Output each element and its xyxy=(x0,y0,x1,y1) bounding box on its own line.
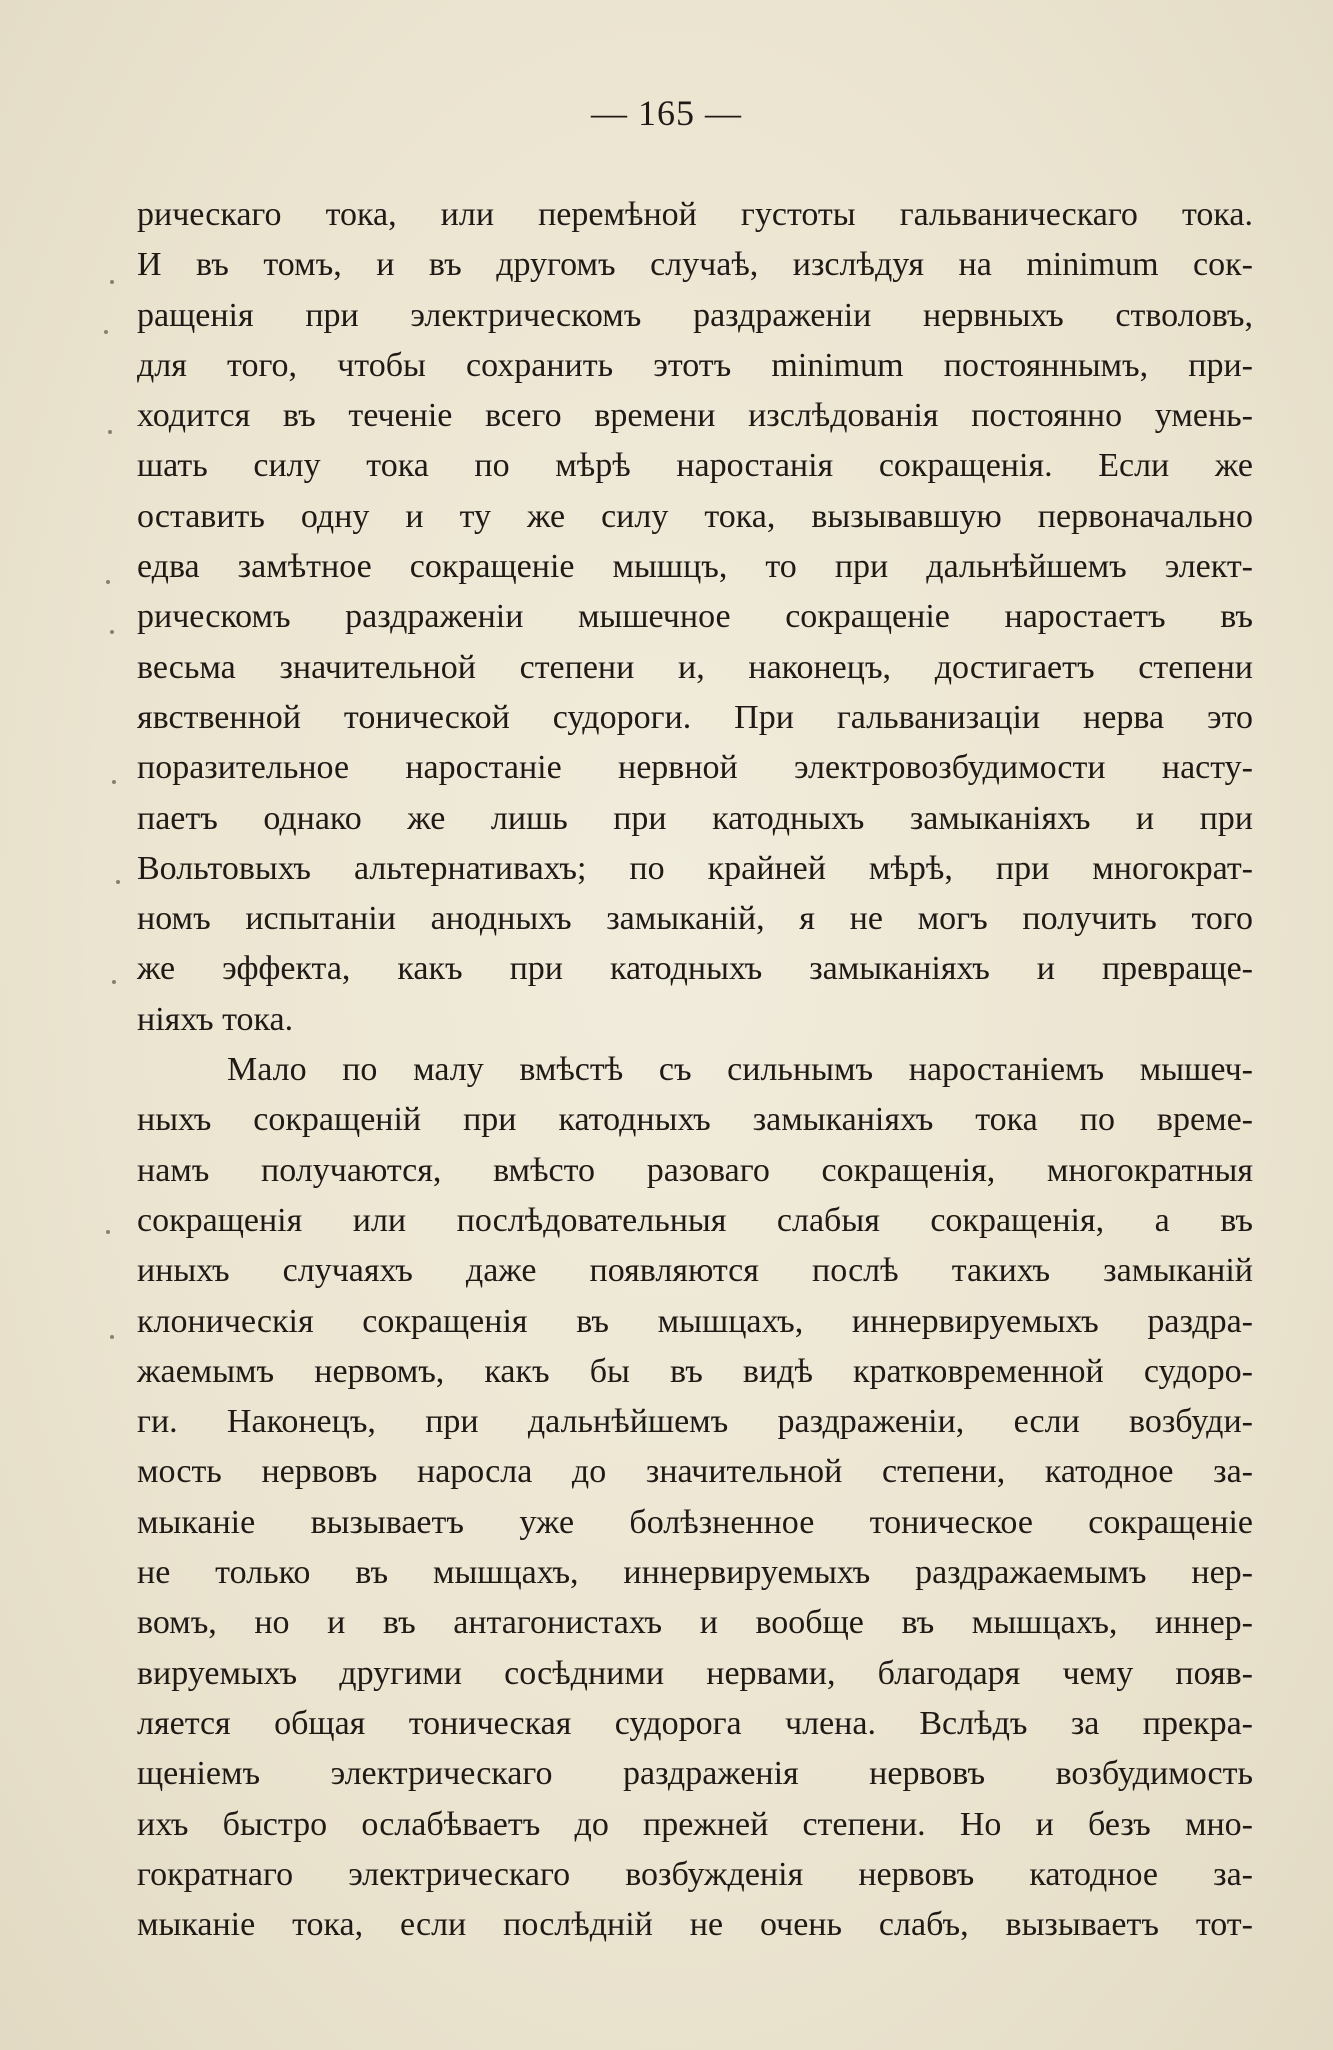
text-line: паетъ однако же лишь при катодныхъ замыканіяхъ и при xyxy=(137,799,1253,837)
text-line: поразительное наростаніе нервной электровозбудимости насту- xyxy=(137,749,1253,787)
text-line: рическаго тока, или перемѣной густоты гальваническаго тока. xyxy=(137,196,1253,233)
text-line: шать силу тока по мѣрѣ наростанія сокращенія. Если же xyxy=(137,447,1253,485)
margin-speck xyxy=(110,630,114,634)
margin-speck xyxy=(112,980,116,984)
text-line: ляется общая тоническая судорога члена. Вслѣдъ за прекра- xyxy=(137,1704,1253,1742)
margin-speck xyxy=(104,330,108,334)
text-line: вируемыхъ другими сосѣдними нервами, благодаря чему появ- xyxy=(137,1654,1253,1692)
text-line: явственной тонической судороги. При гальванизаціи нерва это xyxy=(137,698,1253,736)
text-line: ныхъ сокращеній при катодныхъ замыканіяхъ тока по време- xyxy=(137,1101,1253,1139)
margin-speck xyxy=(110,1335,114,1339)
text-line: Вольтовыхъ альтернативахъ; по крайней мѣрѣ, при многократ- xyxy=(137,849,1253,887)
text-line: оставить одну и ту же силу тока, вызывавшую первоначально xyxy=(137,497,1253,535)
margin-speck xyxy=(110,280,114,284)
text-line: сокращенія или послѣдовательныя слабыя сокращенія, а въ xyxy=(137,1201,1253,1239)
text-line: иныхъ случаяхъ даже появляются послѣ такихъ замыканій xyxy=(137,1252,1253,1290)
text-line: ги. Наконецъ, при дальнѣйшемъ раздраженіи, если возбуди- xyxy=(137,1403,1253,1441)
text-line: не только въ мышцахъ, иннервируемыхъ раздражаемымъ нер- xyxy=(137,1554,1253,1592)
margin-speck xyxy=(106,1230,110,1234)
text-line: И въ томъ, и въ другомъ случаѣ, изслѣдуя на minimum сок- xyxy=(137,246,1253,284)
margin-speck xyxy=(108,430,112,434)
paragraph-end-line: ніяхъ тока. xyxy=(137,1000,294,1038)
text-line: щеніемъ электрическаго раздраженія нервовъ возбудимость xyxy=(137,1755,1253,1793)
text-line: вомъ, но и въ антагонистахъ и вообще въ мышцахъ, иннер- xyxy=(137,1604,1253,1642)
text-line: гократнаго электрическаго возбужденія нервовъ катодное за- xyxy=(137,1855,1253,1893)
margin-speck xyxy=(116,880,120,884)
text-line: весьма значительной степени и, наконецъ, достигаетъ степени xyxy=(137,648,1253,686)
margin-speck xyxy=(106,580,110,584)
text-line: же эффекта, какъ при катодныхъ замыканіяхъ и превраще- xyxy=(137,950,1253,988)
body-text xyxy=(137,190,1253,1950)
text-line: для того, чтобы сохранить этотъ minimum постояннымъ, при- xyxy=(137,346,1253,384)
text-line: ихъ быстро ослабѣваетъ до прежней степени. Но и безъ мно- xyxy=(137,1805,1253,1843)
text-line: мыканіе вызываетъ уже болѣзненное тоническое сокращеніе xyxy=(137,1503,1253,1541)
text-line: намъ получаются, вмѣсто разоваго сокращенія, многократныя xyxy=(137,1151,1253,1189)
text-line: номъ испытаніи анодныхъ замыканій, я не могъ получить того xyxy=(137,900,1253,938)
text-line: мость нервовъ наросла до значительной степени, катодное за- xyxy=(137,1453,1253,1491)
text-line: клоническія сокращенія въ мышцахъ, иннервируемыхъ раздра- xyxy=(137,1302,1253,1340)
text-line: ращенія при электрическомъ раздраженіи нервныхъ стволовъ, xyxy=(137,296,1253,334)
text-line: рическомъ раздраженіи мышечное сокращеніе наростаетъ въ xyxy=(137,598,1253,636)
text-line: ходится въ теченіе всего времени изслѣдованія постоянно умень- xyxy=(137,397,1253,435)
margin-speck xyxy=(112,780,116,784)
text-line: мыканіе тока, если послѣдній не очень слабъ, вызываетъ тот- xyxy=(137,1906,1253,1944)
paragraph-start-line: Мало по малу вмѣстѣ съ сильнымъ наростаніемъ мышеч- xyxy=(227,1051,1253,1089)
text-line: едва замѣтное сокращеніе мышцъ, то при дальнѣйшемъ элект- xyxy=(137,548,1253,586)
page-number: — 165 — xyxy=(591,93,742,133)
text-line: жаемымъ нервомъ, какъ бы въ видѣ кратковременной судоро- xyxy=(137,1352,1253,1390)
